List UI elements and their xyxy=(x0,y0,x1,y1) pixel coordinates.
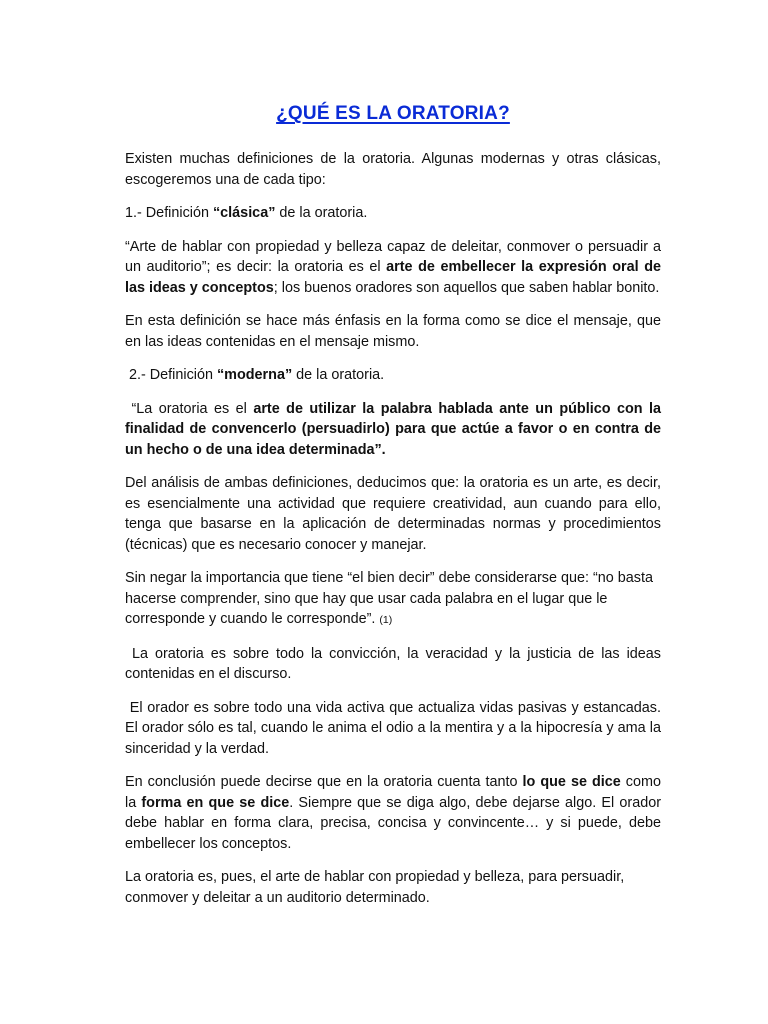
classic-heading-suffix: de la oratoria. xyxy=(275,205,368,221)
classic-heading-keyword: “clásica” xyxy=(212,205,276,221)
emphasis-paragraph: En esta definición se hace más énfasis en la forma como se dice el mensaje, que en las ideas contenidas en el mensaje mismo. xyxy=(125,313,661,350)
modern-heading-prefix: 2.- Definición xyxy=(125,367,217,383)
conclusion-paragraph xyxy=(125,772,661,854)
classic-def-tail: ; los buenos oradores son aquellos que saben hablar bonito. xyxy=(273,279,660,296)
modern-def-bold: arte de utilizar la palabra hablada ante un público con la finalidad de convencerlo (persuadirlo) para que actúe a favor o en contra de un hecho o de una idea determinada”. xyxy=(125,400,661,458)
orator-paragraph: El orador es sobre todo una vida activa que actualiza vidas pasivas y estancadas. El orador sólo es tal, cuando le anima el odio a la mentira y a la hipocresía y ama la sinceridad y la verdad. xyxy=(125,699,665,757)
classic-definition-heading xyxy=(125,203,661,224)
final-paragraph: La oratoria es, pues, el arte de hablar con propiedad y belleza, para persuadir, conmover y deleitar a un auditorio determinado. xyxy=(125,869,625,906)
classic-definition-paragraph xyxy=(125,237,661,299)
intro-paragraph: Existen muchas definiciones de la oratoria. Algunas modernas y otras clásicas, escogeremos una de cada tipo: xyxy=(125,151,661,188)
modern-heading-suffix: de la oratoria. xyxy=(292,367,385,383)
conclusion-bold-2: forma en que se dice xyxy=(141,794,290,811)
footnote-reference: (1) xyxy=(379,614,393,626)
conclusion-text-3: . Siempre que se diga algo, debe dejarse algo. El orador debe hablar en forma clara, precisa, concisa y convincente… y si puede, debe embellecer los conceptos. xyxy=(125,794,661,852)
classic-heading-prefix: 1.- Definición xyxy=(125,205,213,221)
classic-def-text: “Arte de hablar con propiedad y belleza capaz de deleitar, conmover o persuadir a un auditorio”; es decir: la oratoria es el xyxy=(125,238,661,275)
modern-heading-keyword: “moderna” xyxy=(216,367,293,383)
conclusion-bold-1: lo que se dice xyxy=(522,774,621,790)
analysis-paragraph: Del análisis de ambas definiciones, deducimos que: la oratoria es un arte, es decir, es esencialmente una actividad que requiere creatividad, aun cuando para ello, tenga que basarse en la aplicación de determinadas normas y procedimientos (técnicas) que es necesario conocer y manejar. xyxy=(125,475,661,553)
conviction-paragraph: La oratoria es sobre todo la convicción, la veracidad y la justicia de las ideas contenidas en el discurso. xyxy=(125,645,666,682)
modern-def-text: “La oratoria es el xyxy=(125,400,254,417)
classic-def-bold: arte de embellecer la expresión oral de las ideas y conceptos xyxy=(125,259,661,296)
modern-definition-paragraph xyxy=(125,399,661,461)
conclusion-text-2: como la xyxy=(125,774,661,811)
modern-definition-heading xyxy=(125,365,661,386)
bien-decir-text: Sin negar la importancia que tiene “el bien decir” debe considerarse que: “no basta hacerse comprender, sino que hay que usar cada palabra en el lugar que le corresponde y cuando le corresponde”. xyxy=(125,570,653,627)
page-title: ¿QUÉ ES LA ORATORIA? xyxy=(276,103,510,124)
bien-decir-paragraph xyxy=(125,568,661,631)
conclusion-text-1: En conclusión puede decirse que en la oratoria cuenta tanto xyxy=(125,774,523,790)
